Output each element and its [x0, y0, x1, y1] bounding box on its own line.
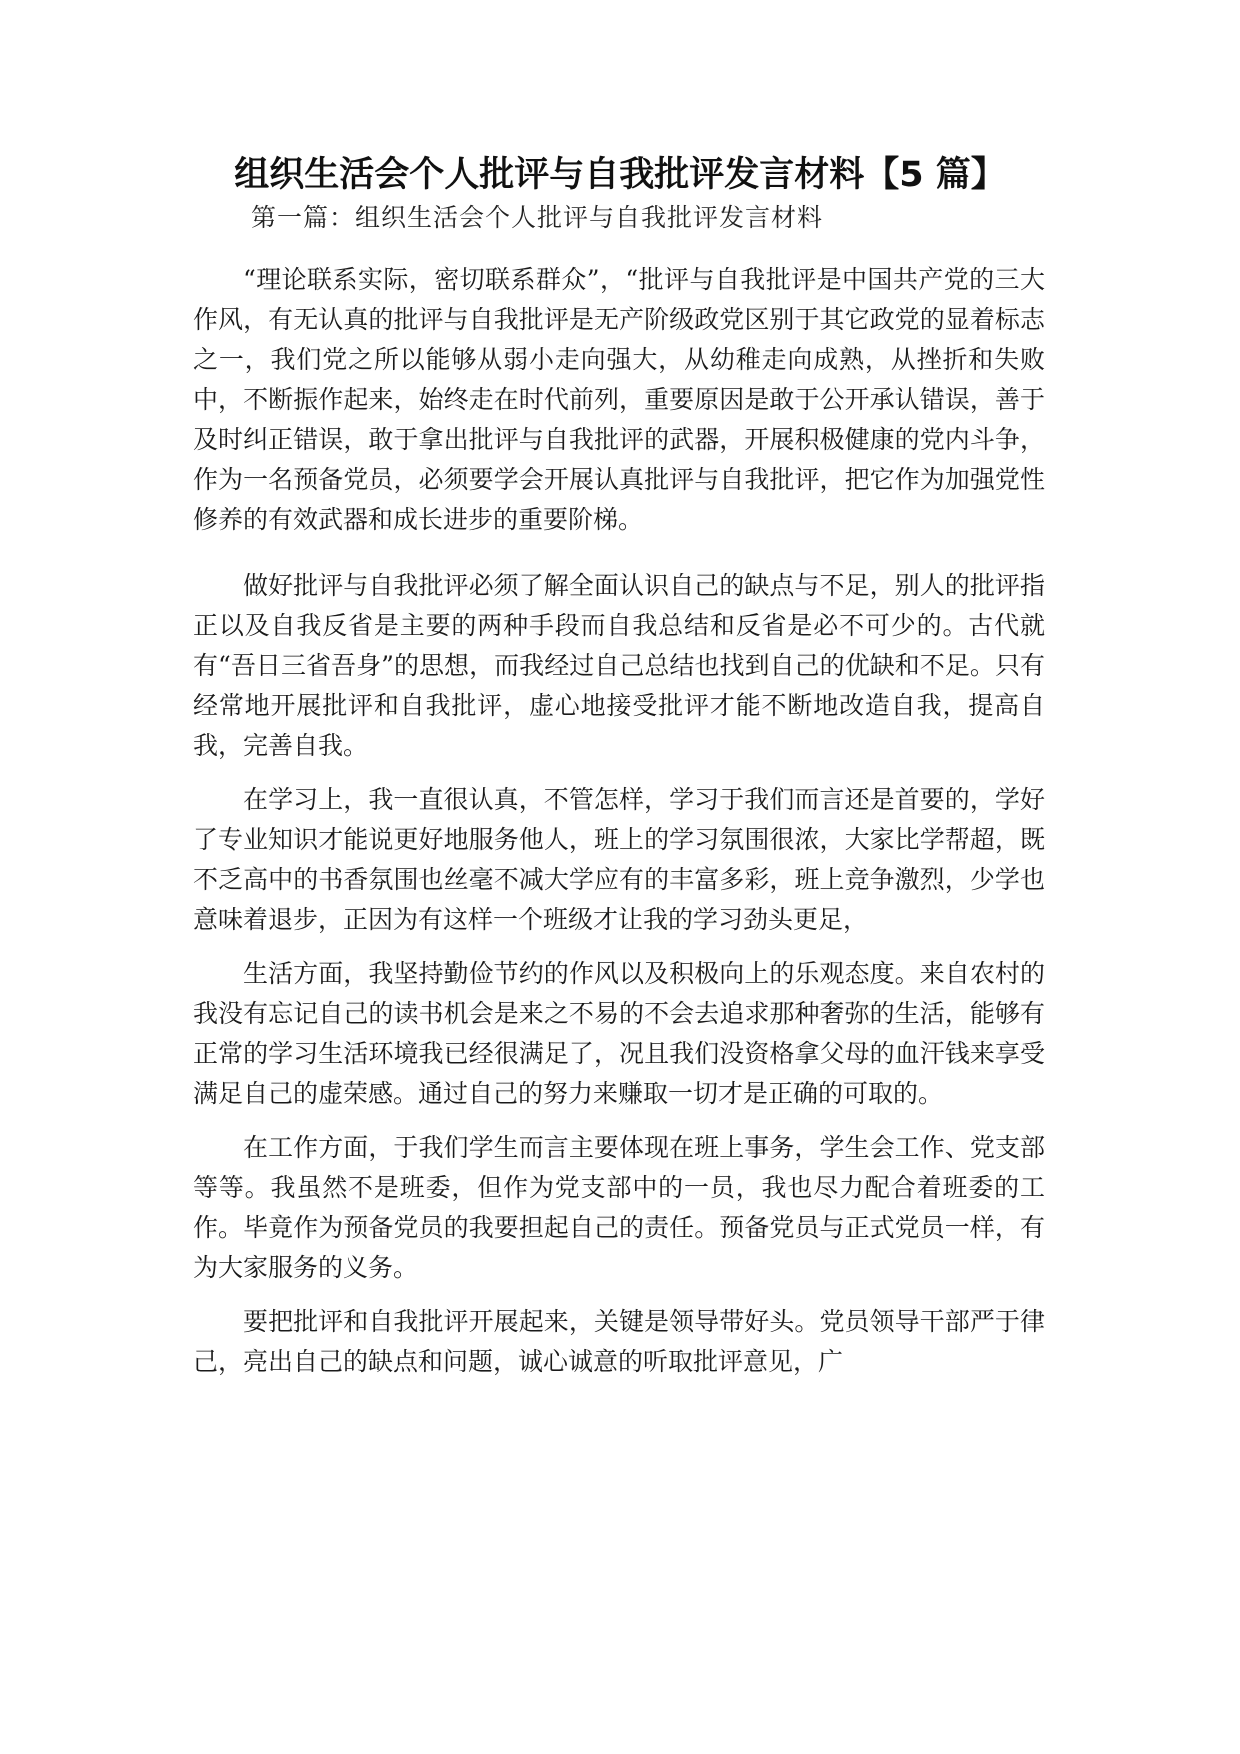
paragraph-2: 做好批评与自我批评必须了解全面认识自己的缺点与不足，别人的批评指正以及自我反省是主要的两种手段而自我总结和反省是必不可少的。古代就有“吾日三省吾身”的思想，而我经过自己总结也找到自己的优缺和不足。只有经常地开展批评和自我批评，虚心地接受批评才能不断地改造自我，提高自我，完善自我。	[193, 571, 1045, 760]
paragraph-6: 要把批评和自我批评开展起来，关键是领导带好头。党员领导干部严于律己，亮出自己的缺点和问题，诚心诚意的听取批评意见，广	[193, 1307, 1045, 1376]
paragraph-3: 在学习上，我一直很认真，不管怎样，学习于我们而言还是首要的，学好了专业知识才能说更好地服务他人，班上的学习氛围很浓，大家比学帮超，既不乏高中的书香氛围也丝毫不减大学应有的丰富多彩，班上竞争激烈，少学也意味着退步，正因为有这样一个班级才让我的学习劲头更足，	[193, 785, 1045, 934]
document-title: 组织生活会个人批评与自我批评发言材料【5 篇】	[234, 155, 1006, 195]
section-subtitle: 第一篇：组织生活会个人批评与自我批评发言材料	[251, 203, 824, 232]
document-body	[193, 196, 1045, 1382]
paragraph-5: 在工作方面，于我们学生而言主要体现在班上事务，学生会工作、党支部等等。我虽然不是班委，但作为党支部中的一员，我也尽力配合着班委的工作。毕竟作为预备党员的我要担起自己的责任。预备党员与正式党员一样，有为大家服务的义务。	[193, 1133, 1045, 1282]
paragraph-4: 生活方面，我坚持勤俭节约的作风以及积极向上的乐观态度。来自农村的我没有忘记自己的读书机会是来之不易的不会去追求那种奢弥的生活，能够有正常的学习生活环境我已经很满足了，况且我们没资格拿父母的血汗钱来享受满足自己的虚荣感。通过自己的努力来赚取一切才是正确的可取的。	[193, 959, 1045, 1108]
paragraph-1: “理论联系实际，密切联系群众”，“批评与自我批评是中国共产党的三大作风，有无认真的批评与自我批评是无产阶级政党区别于其它政党的显着标志之一，我们党之所以能够从弱小走向强大，从幼稚走向成熟，从挫折和失败中，不断振作起来，始终走在时代前列，重要原因是敢于公开承认错误，善于及时纠正错误，敢于拿出批评与自我批评的武器，开展积极健康的党内斗争，作为一名预备党员，必须要学会开展认真批评与自我批评，把它作为加强党性修养的有效武器和成长进步的重要阶梯。	[193, 265, 1045, 534]
